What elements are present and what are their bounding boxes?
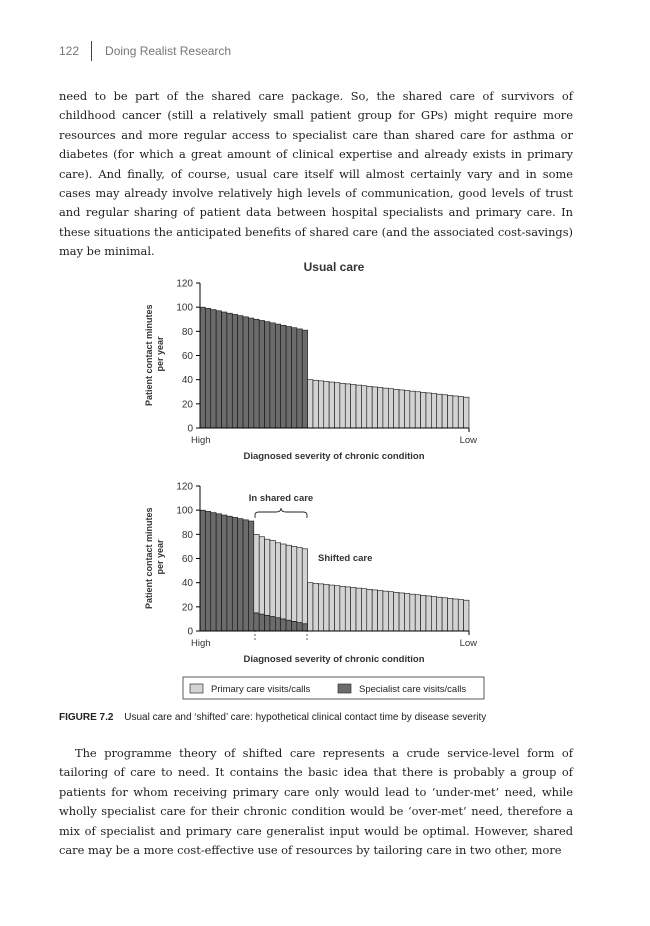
chart-1-title: Usual care [303, 260, 365, 274]
bar-primary-care [421, 595, 426, 631]
y-tick-label: 0 [187, 423, 193, 435]
bar-primary-care [415, 392, 420, 428]
bar-primary-care [447, 395, 452, 428]
bar-specialist-care [265, 322, 270, 428]
legend-swatch-specialist-care [338, 684, 351, 693]
running-title: Doing Realist Research [105, 44, 232, 58]
bar-primary-care [442, 395, 447, 428]
bar-primary-care [431, 597, 436, 631]
bar-specialist-care [222, 515, 227, 631]
bar-specialist-care [259, 614, 264, 631]
bar-primary-care [351, 588, 356, 632]
bar-primary-care [259, 537, 264, 614]
bar-primary-care [447, 598, 452, 631]
annotation-in-shared-care: In shared care [248, 493, 314, 504]
bar-specialist-care [286, 620, 291, 631]
bar-primary-care [404, 391, 409, 428]
bar-specialist-care [281, 619, 286, 631]
bar-primary-care [351, 385, 356, 429]
chart-2-x-tick-high: High [191, 638, 211, 649]
bar-specialist-care [243, 520, 248, 631]
bar-specialist-care [216, 311, 221, 428]
chart-2-ylabel-line-2: per year [155, 539, 165, 575]
bar-primary-care [442, 598, 447, 631]
bar-primary-care [388, 592, 393, 631]
y-tick-label: 100 [176, 302, 193, 314]
chart-1-x-axis-label: Diagnosed severity of chronic condition [243, 451, 425, 462]
bar-specialist-care [243, 317, 248, 428]
bar-specialist-care [222, 312, 227, 428]
y-tick-label: 40 [181, 578, 193, 590]
bar-specialist-care [259, 320, 264, 428]
bar-primary-care [313, 583, 318, 631]
chart-1-usual-care [176, 279, 469, 435]
y-tick-label: 80 [181, 529, 193, 541]
bar-primary-care [340, 586, 345, 631]
bar-primary-care [335, 383, 340, 428]
chart-legend [183, 677, 484, 699]
bar-primary-care [329, 585, 334, 631]
bar-primary-care [340, 383, 345, 428]
bar-primary-care [291, 546, 296, 621]
bar-primary-care [281, 544, 286, 619]
bar-primary-care [270, 540, 275, 616]
bar-specialist-care [302, 330, 307, 428]
page-number: 122 [59, 44, 80, 58]
bar-primary-care [464, 397, 469, 428]
bar-primary-care [426, 596, 431, 631]
annotation-shifted-care: Shifted care [318, 553, 373, 564]
bar-primary-care [431, 394, 436, 428]
bar-specialist-care [297, 623, 302, 631]
figure-caption-text: Usual care and ‘shifted’ care: hypothetical clinical contact time by disease severity [124, 712, 487, 723]
bar-primary-care [410, 391, 415, 428]
bar-specialist-care [216, 514, 221, 631]
bar-primary-care [345, 384, 350, 428]
chart-2-x-tick-low: Low [459, 638, 477, 649]
bar-specialist-care [291, 328, 296, 428]
bar-specialist-care [254, 319, 259, 428]
y-tick-label: 120 [176, 278, 193, 290]
bar-primary-care [265, 539, 270, 615]
chart-2-x-axis-label: Diagnosed severity of chronic condition [243, 654, 425, 665]
y-tick-label: 20 [181, 399, 193, 411]
bar-primary-care [383, 388, 388, 428]
bar-primary-care [356, 385, 361, 428]
y-tick-label: 0 [187, 626, 193, 638]
bar-primary-care [356, 588, 361, 631]
chart-2-ylabel-line-1: Patient contact minutes [144, 507, 154, 610]
bar-primary-care [254, 534, 259, 613]
figure-caption [59, 712, 599, 723]
bar-specialist-care [248, 318, 253, 428]
header-divider [91, 41, 92, 61]
chart-2-y-axis-label [144, 505, 165, 609]
bar-specialist-care [291, 621, 296, 631]
bar-primary-care [324, 584, 329, 631]
y-tick-label: 120 [176, 481, 193, 493]
bar-primary-care [378, 591, 383, 631]
running-head [59, 40, 231, 62]
legend-label-specialist-care: Specialist care visits/calls [359, 684, 467, 695]
y-tick-label: 20 [181, 602, 193, 614]
bar-primary-care [361, 386, 366, 428]
bar-specialist-care [270, 323, 275, 428]
bar-primary-care [313, 380, 318, 428]
bar-primary-care [394, 592, 399, 631]
y-tick-label: 80 [181, 326, 193, 338]
bar-specialist-care [248, 521, 253, 631]
bar-primary-care [324, 381, 329, 428]
bar-primary-care [361, 589, 366, 631]
chart-1-y-axis-label [144, 302, 165, 406]
bar-specialist-care [205, 511, 210, 631]
bar-primary-care [388, 389, 393, 428]
bar-specialist-care [227, 516, 232, 631]
bar-specialist-care [227, 313, 232, 428]
bar-specialist-care [200, 307, 205, 428]
y-tick-label: 40 [181, 375, 193, 387]
shared-care-brace [255, 508, 307, 518]
bar-primary-care [399, 593, 404, 631]
body-paragraph-2: The programme theory of shifted care represents a crude service-level form of tailoring of care to need. It contains the basic idea that there is probably a group of patients for whom receiving primary care only would lead to ‘under-met’ need, while wholly specialist care for their chronic condition would be ‘over-met’ need, therefore a mix of specialist and primary care generalist input would be optimal. However, shared care may be a more cost-effective use of resources by tailoring care in two other, more [59, 746, 573, 858]
bar-specialist-care [238, 519, 243, 631]
bar-primary-care [410, 594, 415, 631]
bar-primary-care [329, 382, 334, 428]
bar-specialist-care [205, 308, 210, 428]
figure-label: FIGURE 7.2 [59, 712, 114, 723]
bar-primary-care [399, 390, 404, 428]
bar-primary-care [421, 392, 426, 428]
bar-primary-care [426, 393, 431, 428]
bar-primary-care [415, 595, 420, 631]
bar-specialist-care [286, 327, 291, 429]
bar-specialist-care [302, 624, 307, 631]
bar-specialist-care [275, 618, 280, 631]
bar-primary-care [308, 380, 313, 428]
bar-specialist-care [232, 314, 237, 428]
chart-1-x-tick-high: High [191, 435, 211, 446]
bar-specialist-care [211, 513, 216, 631]
bar-specialist-care [200, 510, 205, 631]
legend-swatch-primary-care [190, 684, 203, 693]
bar-specialist-care [211, 310, 216, 428]
bar-specialist-care [265, 615, 270, 631]
bar-primary-care [308, 583, 313, 631]
y-tick-label: 60 [181, 351, 193, 362]
bar-primary-care [275, 543, 280, 618]
chart-1-ylabel-line-1: Patient contact minutes [144, 304, 154, 407]
bar-primary-care [335, 586, 340, 631]
y-tick-label: 100 [176, 505, 193, 517]
bar-primary-care [437, 394, 442, 428]
bar-primary-care [372, 590, 377, 631]
bar-primary-care [464, 600, 469, 631]
bar-primary-care [437, 597, 442, 631]
bar-primary-care [367, 589, 372, 631]
legend-label-primary-care: Primary care visits/calls [211, 684, 311, 695]
bar-primary-care [345, 587, 350, 631]
bar-primary-care [318, 584, 323, 631]
chart-1-ylabel-line-2: per year [155, 336, 165, 372]
bar-primary-care [453, 396, 458, 428]
bar-primary-care [372, 387, 377, 428]
bar-specialist-care [281, 325, 286, 428]
bar-primary-care [297, 548, 302, 623]
bar-primary-care [458, 397, 463, 428]
bar-primary-care [302, 549, 307, 624]
bar-specialist-care [232, 517, 237, 631]
bar-primary-care [378, 388, 383, 428]
bar-specialist-care [275, 324, 280, 428]
bar-specialist-care [238, 316, 243, 428]
bar-specialist-care [297, 329, 302, 428]
bar-primary-care [458, 600, 463, 631]
bar-specialist-care [270, 617, 275, 632]
bar-primary-care [404, 594, 409, 631]
chart-1-x-tick-low: Low [459, 435, 477, 446]
bar-primary-care [367, 386, 372, 428]
bar-primary-care [318, 381, 323, 428]
y-tick-label: 60 [181, 554, 193, 565]
bar-specialist-care [254, 613, 259, 631]
body-paragraph-1: need to be part of the shared care package. So, the shared care of survivors of childhood cancer (still a relatively small patient group for GPs) might require more resources and more regular access to specialist care than shared care for asthma or diabetes (for which a great amount of clinical expertise and already exists in primary care). And finally, of course, usual care itself will almost certainly vary and in some cases may already involve relatively high levels of communication, good levels of trust and regular sharing of patient data between hospital specialists and primary care. In these situations the anticipated benefits of shared care (and the associated cost-savings) may be minimal. [59, 89, 573, 259]
bar-primary-care [453, 599, 458, 631]
bar-primary-care [286, 545, 291, 620]
figure-7-2 [0, 250, 650, 710]
bar-primary-care [394, 389, 399, 428]
bar-primary-care [383, 591, 388, 631]
